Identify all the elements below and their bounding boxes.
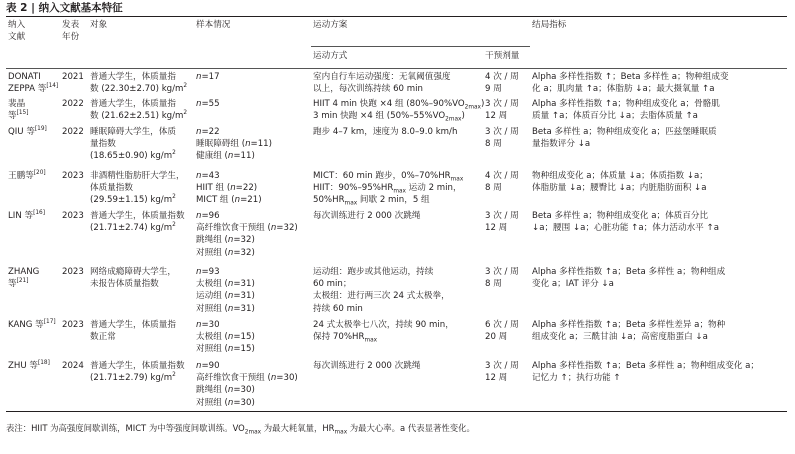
cell-sample-line: n=55 <box>196 99 220 109</box>
cell-year-line: 2021 <box>62 72 84 82</box>
cell-study <box>8 126 47 138</box>
cell-outcome-line: Alpha 多样性指数 ↑a；物种组成变化 a；骨骼肌 <box>532 99 720 109</box>
cell-outcome-line: Alpha 多样性指数 ↑a；Beta 多样性差异 a；物种 <box>532 320 726 330</box>
cell-method <box>313 98 484 122</box>
reference-mark: [20] <box>33 170 46 177</box>
table-caption: 表 2 | 纳入文献基本特征 <box>6 2 123 14</box>
cell-sample <box>196 360 298 409</box>
cell-sample-line: n=93 <box>196 267 220 277</box>
cell-year <box>62 98 84 110</box>
cell-sample <box>196 170 262 207</box>
cell-study <box>8 71 58 95</box>
cell-dose-line: 20 周 <box>485 332 508 343</box>
header-year <box>62 19 79 43</box>
cell-dose-line: 8 周 <box>485 279 502 290</box>
cell-dose <box>485 98 519 122</box>
cell-study <box>8 170 46 182</box>
cell-study-line: KANG 等[17] <box>8 319 56 330</box>
cell-year-line: 2023 <box>62 171 84 181</box>
cell-year <box>62 319 84 331</box>
cell-sample-line: HIIT 组 (n=22) <box>196 183 258 194</box>
reference-mark: [16] <box>33 210 45 217</box>
cell-method-line: 持续 60 min <box>313 303 363 314</box>
cell-study-line: ZHU 等[18] <box>8 360 50 371</box>
cell-outcome-line: 化 a；肌肉量 ↑a；体脂肪 ↓a；最大摄氧量 ↑a <box>532 84 715 95</box>
table-note: 表注：HIIT 为高强度间歇训练，MICT 为中等强度间歇训练。$VO_{2max}$ 为最大耗氧量，$HR_{max}$ 为最大心率。a 代表显著性变化。 <box>6 423 475 436</box>
header-exercise: 运动方案 <box>313 20 348 30</box>
header-method: 运动方式 <box>313 51 348 61</box>
cell-subject-line: 网络成瘾障碍大学生， <box>90 267 176 277</box>
cell-method <box>313 360 420 372</box>
cell-method-line: 太极组：进行两三次 24 式太极拳， <box>313 291 450 302</box>
cell-year-line: 2022 <box>62 127 84 137</box>
cell-subject-line: (18.65±0.90) $kg/m^2$ <box>90 150 176 162</box>
cell-method <box>313 126 457 138</box>
reference-mark: [18] <box>37 360 50 367</box>
cell-method-line: 跑步 4–7 km，速度为 8.0–9.0 km/h <box>313 127 458 137</box>
cell-outcome-line: Alpha 多样性指数 ↑；Beta 多样性 a；物种组成变 <box>532 72 729 82</box>
cell-subject-line: (21.71±2.74) $kg/m^2$ <box>90 222 176 234</box>
cell-subject-line: 量指数 <box>90 139 116 150</box>
reference-mark: [21] <box>16 278 29 285</box>
cell-method <box>313 319 454 343</box>
cell-study <box>8 266 39 290</box>
cell-study <box>8 360 50 372</box>
cell-outcome <box>532 266 725 290</box>
cell-sample-line: 太极组 (n=15) <box>196 332 255 343</box>
cell-sample <box>196 319 255 356</box>
cell-year <box>62 360 84 372</box>
reference-mark: [19] <box>34 126 47 133</box>
cell-year <box>62 210 84 222</box>
cell-subject-line: 睡眠障碍大学生，体质 <box>90 127 176 137</box>
cell-subject <box>90 360 185 384</box>
cell-outcome-line: 质量 ↑a；体质百分比 ↓a；去脂体质量 ↑a <box>532 111 698 122</box>
cell-outcome <box>532 210 719 234</box>
cell-method-line: HIIT 4 min 快跑 ×4 组 $(80\%-90\%VO_{2max})$ <box>313 99 485 111</box>
cell-subject <box>90 126 176 163</box>
cell-dose <box>485 210 519 234</box>
header-year-line: 发表 <box>62 20 80 30</box>
cell-study <box>8 98 29 122</box>
cell-dose <box>485 360 519 384</box>
cell-sample-line: 跳绳组 (n=32) <box>196 235 255 246</box>
cell-subject-line: 普通大学生，体质量指数 <box>90 211 185 221</box>
cell-sample-line: n=96 <box>196 211 220 221</box>
cell-dose-line: 3 次 / 周 <box>485 99 519 109</box>
header-outcome: 结局指标 <box>532 20 567 30</box>
cell-method-line: MICT：60 min 跑步，$0\%-70\%HR_{max}$ <box>313 171 464 183</box>
cell-sample-line: 太极组 (n=31) <box>196 279 255 290</box>
cell-method-line: 3 min 快跑 ×4 组 $(50\%-55\%VO_{2max})$ <box>313 111 465 123</box>
header-study-line: 纳入 <box>8 20 26 30</box>
cell-study-line: DONATI <box>8 72 41 82</box>
cell-outcome <box>532 360 759 384</box>
cell-year-line: 2023 <box>62 211 84 221</box>
cell-dose <box>485 71 519 95</box>
cell-subject-line: 非酒精性脂肪肝大学生， <box>90 171 185 181</box>
cell-sample <box>196 71 220 83</box>
cell-study-line: 王鹏等[20] <box>8 170 46 181</box>
cell-dose-line: 3 次 / 周 <box>485 267 519 277</box>
header-rule <box>6 68 787 69</box>
cell-sample-line: 对照组 (n=30) <box>196 397 255 408</box>
cell-study-line: 等[15] <box>8 110 29 122</box>
cell-sample-line: n=22 <box>196 127 220 137</box>
cell-subject <box>90 266 176 290</box>
cell-sample-line: 对照组 (n=32) <box>196 247 255 258</box>
cell-subject-line: 普通大学生，体质量指数 <box>90 361 185 371</box>
cell-sample-line: n=30 <box>196 320 220 330</box>
cell-sample-line: 健康组 (n=11) <box>196 151 255 162</box>
reference-mark: [15] <box>16 110 29 117</box>
cell-outcome-line: 组成变化 a；三酰甘油 ↓a；高密度脂蛋白 ↓a <box>532 332 708 343</box>
cell-outcome <box>532 98 720 122</box>
cell-dose <box>485 266 519 290</box>
cell-outcome-line: Alpha 多样性指数 ↑a；Beta 多样性 a；物种组成 <box>532 267 726 277</box>
cell-dose-line: 4 次 / 周 <box>485 171 519 181</box>
cell-dose-line: 3 次 / 周 <box>485 361 519 371</box>
cell-outcome-line: 体脂肪量 ↓a；腰臀比 ↓a；内脏脂肪面积 ↓a <box>532 183 707 194</box>
cell-study-line: 裴晶 <box>8 99 26 109</box>
cell-outcome-line: Beta 多样性 a；物种组成变化 a；匹兹堡睡眠质 <box>532 127 717 137</box>
cell-method <box>313 71 451 95</box>
cell-method-line: 每次训练进行 2 000 次跳绳 <box>313 361 421 371</box>
cell-method-line: 60 min； <box>313 279 352 290</box>
cell-outcome <box>532 126 717 150</box>
cell-dose-line: 3 次 / 周 <box>485 127 519 137</box>
cell-subject <box>90 210 185 234</box>
cell-sample <box>196 98 220 110</box>
cell-year-line: 2024 <box>62 361 84 371</box>
cell-dose <box>485 126 519 150</box>
cell-subject <box>90 170 185 207</box>
cell-method-line: 以上，每次训练持续 60 min <box>313 84 423 95</box>
cell-dose-line: 12 周 <box>485 111 508 122</box>
cell-sample <box>196 210 298 259</box>
cell-sample-line: MICT 组 (n=21) <box>196 195 262 206</box>
header-subject: 对象 <box>90 20 108 30</box>
cell-dose-line: 8 周 <box>485 183 502 194</box>
cell-subject-line: 未报告体质量指数 <box>90 279 159 290</box>
cell-study-line: ZEPPA 等[14] <box>8 83 59 95</box>
cell-study-line: LIN 等[16] <box>8 210 45 221</box>
cell-year <box>62 266 84 278</box>
cell-subject <box>90 98 187 122</box>
cell-study-line: 等[21] <box>8 278 29 290</box>
cell-subject-line: 数 (21.62±2.51) $kg/m^2$ <box>90 110 188 122</box>
cell-subject-line: 数正常 <box>90 332 116 343</box>
cell-year-line: 2023 <box>62 267 84 277</box>
header-study-line: 文献 <box>8 32 26 43</box>
cell-outcome <box>532 71 729 95</box>
reference-mark: [14] <box>46 83 59 90</box>
cell-study <box>8 319 56 331</box>
exercise-subheader-rule <box>311 46 530 47</box>
cell-subject-line: 普通大学生，体质量指 <box>90 320 176 330</box>
cell-method-line: 24 式太极拳七八次，持续 90 min， <box>313 320 454 330</box>
header-sample: 样本情况 <box>196 20 231 30</box>
cell-outcome-line: 量指数评分 ↓a <box>532 139 591 150</box>
cell-outcome <box>532 319 725 343</box>
cell-outcome-line: Alpha 多样性指数 ↑a；Beta 多样性 a；物种组成变化 a； <box>532 361 760 371</box>
header-study <box>8 19 25 43</box>
cell-year <box>62 71 84 83</box>
cell-subject-line: 普通大学生，体质量指 <box>90 72 176 82</box>
cell-sample-line: 对照组 (n=31) <box>196 303 255 314</box>
cell-outcome-line: 变化 a；IAT 评分 ↓a <box>532 279 614 290</box>
cell-dose-line: 9 周 <box>485 84 502 95</box>
cell-sample-line: n=17 <box>196 72 220 82</box>
cell-method <box>313 210 420 222</box>
cell-sample-line: 睡眠障碍组 (n=11) <box>196 139 273 150</box>
top-rule <box>6 16 787 17</box>
cell-outcome-line: ↓a；腰围 ↓a；心脏功能 ↑a；体力活动水平 ↑a <box>532 223 719 234</box>
cell-dose-line: 6 次 / 周 <box>485 320 519 330</box>
cell-method-line: HIIT：$90\%-95\%HR_{max}$ 运动 2 min， <box>313 183 462 195</box>
cell-subject <box>90 319 176 343</box>
cell-subject-line: (29.59±1.15) $kg/m^2$ <box>90 194 176 206</box>
reference-mark: [17] <box>43 319 56 326</box>
cell-sample-line: 高纤维饮食干预组 (n=30) <box>196 373 298 384</box>
header-year-line: 年份 <box>62 32 80 43</box>
cell-subject <box>90 71 187 95</box>
cell-sample <box>196 266 255 315</box>
cell-dose-line: 12 周 <box>485 223 508 234</box>
cell-sample-line: 跳绳组 (n=30) <box>196 385 255 396</box>
cell-method-line: $50\%HR_{max}$ 间歇 2 min，5 组 <box>313 195 430 208</box>
cell-sample-line: n=43 <box>196 171 220 181</box>
cell-outcome-line: 记忆力 ↑；执行功能 ↑ <box>532 373 621 384</box>
cell-sample-line: n=90 <box>196 361 220 371</box>
cell-dose-line: 4 次 / 周 <box>485 72 519 82</box>
cell-year <box>62 170 84 182</box>
cell-outcome-line: 物种组成变化 a；体质量 ↓a；体质指数 ↓a； <box>532 171 708 181</box>
header-dose: 干预剂量 <box>485 51 520 61</box>
cell-year-line: 2023 <box>62 320 84 330</box>
cell-study-line: ZHANG <box>8 267 40 277</box>
cell-subject-line: 数 (22.30±2.70) $kg/m^2$ <box>90 83 188 95</box>
cell-dose-line: 8 周 <box>485 139 502 150</box>
cell-study-line: QIU 等[19] <box>8 126 47 137</box>
cell-outcome <box>532 170 708 194</box>
cell-method-line: 室内自行车运动强度：无氧阈值强度 <box>313 72 451 82</box>
cell-method-line: 保持 $70\%HR_{max}$ <box>313 332 378 344</box>
cell-method-line: 每次训练进行 2 000 次跳绳 <box>313 211 421 221</box>
cell-outcome-line: Beta 多样性 a；物种组成变化 a；体质百分比 <box>532 211 709 221</box>
cell-dose-line: 12 周 <box>485 373 508 384</box>
cell-sample <box>196 126 272 163</box>
cell-method <box>313 266 450 315</box>
cell-study <box>8 210 45 222</box>
cell-dose <box>485 319 519 343</box>
cell-method-line: 运动组：跑步或其他运动，持续 <box>313 267 434 277</box>
cell-dose-line: 3 次 / 周 <box>485 211 519 221</box>
cell-subject-line: (21.71±2.79) $kg/m^2$ <box>90 372 176 384</box>
cell-method <box>313 170 463 207</box>
cell-subject-line: 普通大学生，体质量指 <box>90 99 176 109</box>
cell-dose <box>485 170 519 194</box>
cell-sample-line: 高纤维饮食干预组 (n=32) <box>196 223 298 234</box>
cell-year-line: 2022 <box>62 99 84 109</box>
cell-sample-line: 对照组 (n=15) <box>196 344 255 355</box>
bottom-rule <box>6 411 787 412</box>
cell-year <box>62 126 84 138</box>
cell-sample-line: 运动组 (n=31) <box>196 291 255 302</box>
cell-subject-line: 体质量指数 <box>90 183 133 194</box>
